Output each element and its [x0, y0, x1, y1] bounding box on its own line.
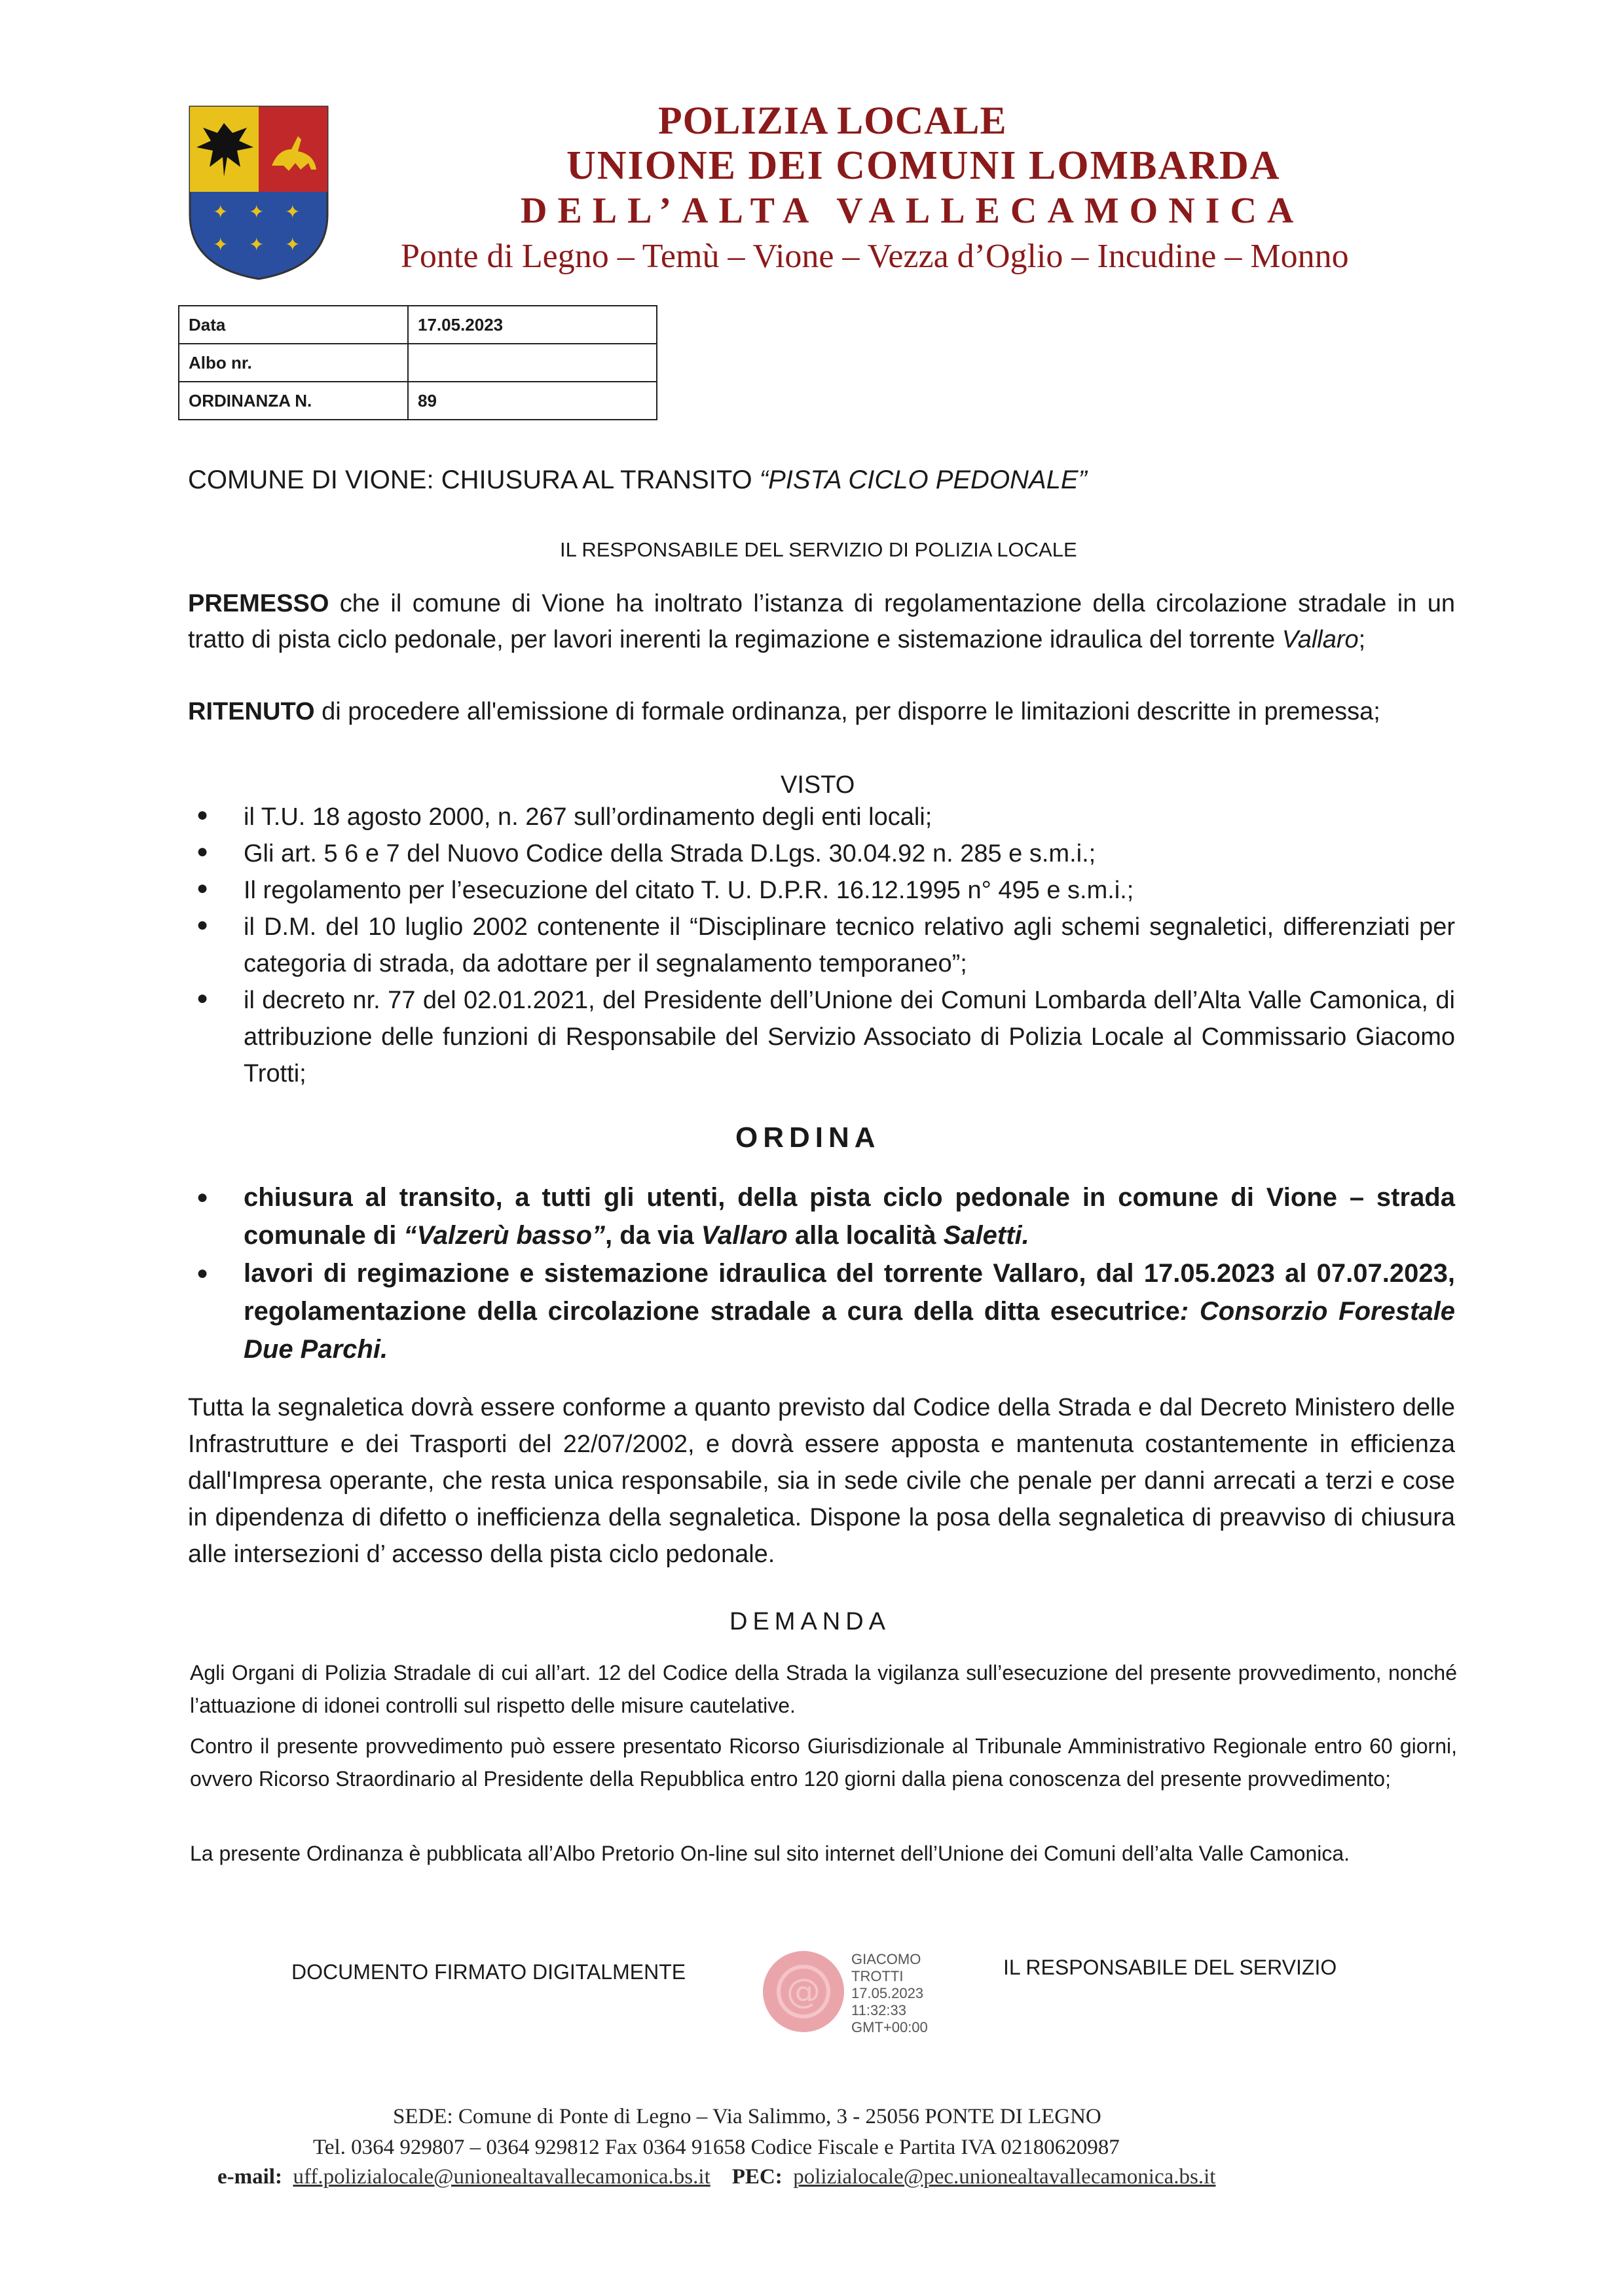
svg-text:✦: ✦ [213, 202, 229, 222]
list-item: Gli art. 5 6 e 7 del Nuovo Codice della Strada D.Lgs. 30.04.92 n. 285 e s.m.i.; [244, 840, 1096, 867]
date-value: 17.05.2023 [408, 306, 657, 344]
pec-link[interactable]: polizialocale@pec.unionealtavallecamonica.bs.it [793, 2165, 1216, 2189]
svg-text:✦: ✦ [285, 234, 301, 255]
segnaletica-paragraph: Tutta la segnaletica dovrà essere conforme a quanto previsto dal Codice della Strada e dal Decreto Ministero delle Infrastrutture e dei Trasporti del 22/07/2002, e dovrà essere apposta e mantenuta costantemente in efficienza dall'Impresa operante, che resta unica responsabile, sia in sede civile che penale per danni arrecati a terzi e cose in dipendenza di difetto o inefficienza della segnaletica. Dispone la posa della segnaletica di preavviso di chiusura alle intersezioni d’ accesso della pista ciclo pedonale. [188, 1394, 1455, 1568]
svg-text:✦: ✦ [213, 234, 229, 255]
pubblicazione-paragraph: La presente Ordinanza è pubblicata all’Albo Pretorio On-line sul sito internet dell’Unione dei Comuni dell’alta Valle Camonica. [190, 1842, 1350, 1865]
bullet-icon: ● [196, 804, 209, 826]
header-union: UNIONE DEI COMUNI LOMBARDA [566, 143, 1281, 188]
ordina-item-closure [244, 1178, 1455, 1254]
seal-timezone: GMT+00:00 [851, 2019, 928, 2035]
visto-heading: VISTO [781, 771, 855, 799]
email-link[interactable]: uff.polizialocale@unionealtavallecamonica.bs.it [293, 2165, 710, 2189]
albo-value [408, 344, 657, 382]
premesso-end: ; [1358, 626, 1366, 653]
header-title: POLIZIA LOCALE [658, 99, 1007, 142]
ordina-item-text: alla località [787, 1221, 944, 1250]
responsabile-heading: IL RESPONSABILE DEL SERVIZIO DI POLIZIA LOCALE [560, 538, 1077, 561]
bullet-icon: ● [196, 987, 209, 1009]
premesso-paragraph [188, 586, 1455, 658]
subject-line [188, 462, 1087, 498]
bullet-icon: ● [196, 1262, 209, 1284]
demanda-paragraph: Agli Organi di Polizia Stradale di cui all’art. 12 del Codice della Strada la vigilanza sull’esecuzione del presente provvedimento, nonché l’attuazione di idonei controlli sul rispetto delle misure cautelative. [190, 1661, 1457, 1717]
ordinanza-value: 89 [408, 382, 657, 420]
premesso-text: che il comune di Vione ha inoltrato l’istanza di regolamentazione della circolazione stradale in un tratto di pista ciclo pedonale, per lavori inerenti la regimazione e sistemazione idraulica del torrente [188, 590, 1455, 653]
svg-text:✦: ✦ [249, 234, 265, 255]
seal-time: 11:32:33 [851, 2002, 907, 2018]
list-item: il decreto nr. 77 del 02.01.2021, del Presidente dell’Unione dei Comuni Lombarda dell’Alta Valle Camonica, di attribuzione delle funzioni di Responsabile del Servizio Associato di Polizia Locale al Commissario Giacomo Trotti; [244, 987, 1455, 1087]
ordina-item-italic: Saletti. [943, 1221, 1029, 1250]
albo-label: Albo nr. [179, 344, 408, 382]
coat-of-arms-icon [187, 103, 331, 282]
pec-label: PEC: [731, 2165, 783, 2189]
ordina-item-text: , da via [605, 1221, 701, 1250]
date-label: Data [179, 306, 408, 344]
digital-signature-note: DOCUMENTO FIRMATO DIGITALMENTE [291, 1960, 686, 1984]
demanda-heading: DEMANDA [729, 1608, 891, 1635]
footer-phone: Tel. 0364 929807 – 0364 929812 Fax 0364 91658 Codice Fiscale e Partita IVA 02180620987 [313, 2136, 1120, 2159]
email-label: e-mail: [217, 2165, 282, 2189]
bullet-icon: ● [196, 914, 209, 936]
ordina-item-text: chiusura al transito, a tutti gli utenti, della pista ciclo pedonale in comune di Vione – strada comunale di [244, 1183, 1455, 1250]
svg-text:@: @ [786, 1972, 821, 2011]
ordina-heading: ORDINA [735, 1121, 881, 1154]
list-item: il D.M. del 10 luglio 2002 contenente il “Disciplinare tecnico relativo agli schemi segnaletici, differenziati per categoria di strada, da adottare per il segnalamento temporaneo”; [244, 913, 1455, 977]
footer-address: SEDE: Comune di Ponte di Legno – Via Salimmo, 3 - 25056 PONTE DI LEGNO [393, 2105, 1101, 2128]
signatory-title: IL RESPONSABILE DEL SERVIZIO [1003, 1956, 1337, 1979]
ordinanza-label: ORDINANZA N. [179, 382, 408, 420]
premesso-italic: Vallaro [1282, 626, 1359, 653]
list-item: Il regolamento per l’esecuzione del citato T. U. D.P.R. 16.12.1995 n° 495 e s.m.i.; [244, 877, 1134, 904]
signature-seal-icon [760, 1948, 848, 2036]
svg-text:✦: ✦ [285, 202, 301, 222]
ordina-item-text: lavori di regimazione e sistemazione idraulica del torrente Vallaro, dal 17.05.2023 al 07.07.2023, regolamentazione della circolazione stradale a cura della ditta esecutrice [244, 1259, 1455, 1326]
seal-name: GIACOMO [851, 1951, 921, 1967]
ritenuto-keyword: RITENUTO [188, 698, 315, 725]
ritenuto-text: di procedere all'emissione di formale ordinanza, per disporre le limitazioni descritte in premessa; [314, 698, 1380, 725]
footer-contacts [217, 2165, 1215, 2189]
ordina-item-italic: : Consorzio Forestale Due Parchi. [244, 1297, 1456, 1364]
bullet-icon: ● [196, 841, 209, 862]
subject-italic: “PISTA CICLO PEDONALE” [759, 465, 1087, 494]
bullet-icon: ● [196, 877, 209, 899]
header-municipalities: Ponte di Legno – Temù – Vione – Vezza d’Oglio – Incudine – Monno [401, 238, 1349, 275]
ordina-item-italic: “Valzerù basso” [403, 1221, 606, 1250]
info-table [178, 305, 657, 420]
ordina-item-works [244, 1254, 1455, 1368]
premesso-keyword: PREMESSO [188, 590, 329, 617]
subject-text: COMUNE DI VIONE: CHIUSURA AL TRANSITO [188, 465, 760, 494]
list-item: il T.U. 18 agosto 2000, n. 267 sull’ordinamento degli enti locali; [244, 803, 932, 831]
table-row [179, 344, 657, 382]
bullet-icon: ● [196, 1186, 209, 1208]
seal-date: 17.05.2023 [851, 1985, 924, 2001]
table-row [179, 382, 657, 420]
header-valley: DELL’ALTA VALLECAMONICA [521, 191, 1304, 231]
ordina-item-italic: Vallaro [701, 1221, 788, 1250]
ritenuto-paragraph [188, 694, 1455, 730]
seal-surname: TROTTI [851, 1968, 904, 1984]
table-row [179, 306, 657, 344]
svg-text:✦: ✦ [249, 202, 265, 222]
ricorso-paragraph: Contro il presente provvedimento può essere presentato Ricorso Giurisdizionale al Tribunale Amministrativo Regionale entro 60 giorni, ovvero Ricorso Straordinario al Presidente della Repubblica entro 120 giorni dalla piena conoscenza del presente provvedimento; [190, 1734, 1457, 1791]
